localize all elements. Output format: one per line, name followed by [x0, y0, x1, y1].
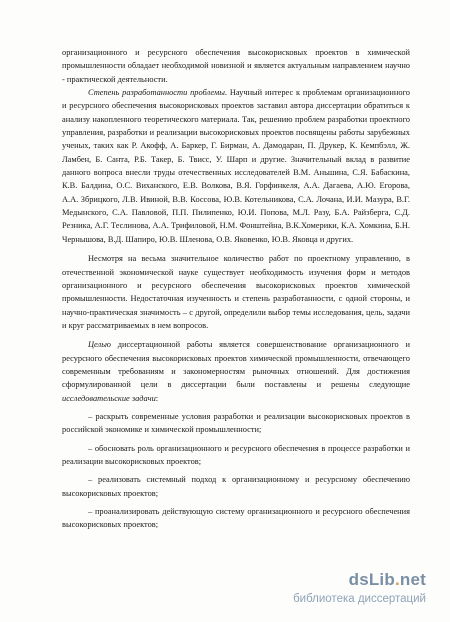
watermark-subtitle: библиотека диссертаций: [293, 593, 426, 605]
document-body: [62, 46, 410, 532]
problem-development-heading: Степень разработанности проблемы: [88, 88, 225, 98]
goal-heading: Целью: [88, 340, 111, 350]
research-tasks-label: исследовательские задачи: [62, 393, 156, 403]
task-item: – обосновать роль организационного и ресурсного обеспечения в процессе разработки и реализации высокорисковых проектов;: [62, 443, 410, 466]
site-watermark: [224, 568, 434, 614]
task-item: – реализовать системный подход к организационному и ресурсному обеспечению высокорисковых проектов;: [62, 475, 410, 498]
task-item: – раскрыть современные условия разработки и реализации высокорисковых проектов в российской экономике и химической промышленности;: [62, 411, 410, 435]
paragraph-problem-development: [62, 86, 410, 246]
problem-development-text: . Научный интерес к проблемам организационного и ресурсного обеспечения высокорисковых проектов заставил автора диссертации обратиться к анализу накопленного теоретического материала. Так, решению проблем разработки проектного управления, разработки и реализации высокорисковых проектов посвящены работы зарубежных ученых, таких как Р. Акофф, А. Баркер, Г. Бирман, А. Дамодаран, П. Друкер, К. Кемпбэлл, Ж. Ламбен, Б. Санта, Р.Б. Такер, Б. Твисс, У. Шарп и другие. Значительный вклад в развитие данного вопроса внесли труды отечественных исследователей В.М. Аньшина, С.Я. Бабаскина, К.В. Балдина, О.С. Виханского, Е.В. Волкова, В.Я. Горфинкеля, А.А. Дагаева, А.Ю. Егорова, А.А. Збрицкого, Л.В. Ивиной, В.В. Коссова, Ю.В. Котельникова, С.А. Лочана, И.И. Мазура, В.Г. Медынского, С.А. Павловой, П.П. Пилипенко, Ю.И. Попова, М.Л. Разу, Б.А. Райзберга, С.Д. Резника, А.Г. Теслинова, А.А. Трифиловой, Н.М. Фонштейна, В.К.Хомерики, К.А. Хомкина, Б.Н. Чернышова, В.Д. Шапиро, Ю.В. Шленова, О.В. Яковенко, Ю.В. Яковца и других.: [62, 88, 410, 244]
paragraph-necessity: Несмотря на весьма значительное количество работ по проектному управлению, в отечественной экономической науке существует необходимость изучения форм и методов организационного и ресурсного обеспечения высокорисковых проектов химической промышленности. Недостаточная изученность и степень разработанности, с одной стороны, и научно-практическая значимость – с другой, определили выбор темы исследования, цель, задачи и круг рассматриваемых в нем вопросов.: [62, 254, 410, 330]
paragraph-goal: [62, 338, 410, 405]
paragraph-intro: организационного и ресурсного обеспечения высокорисковых проектов в химической промышленности обладает необходимой новизной и является актуальным направлением научно - практической деятельности.: [62, 48, 410, 84]
task-item: – проанализировать действующую систему организационного и ресурсного обеспечения высокорисковых проектов;: [62, 507, 410, 530]
goal-text: диссертационной работы является совершенствование организационного и ресурсного обеспечения высокорисковых проектов химической промышленности, отвечающего современным требованиям и закономерностям рыночных отношений. Для достижения сформулированной цели в диссертации были поставлены и решены следующие: [62, 340, 410, 390]
watermark-logo: dsLib.net: [348, 570, 426, 589]
goal-colon: :: [155, 393, 159, 403]
